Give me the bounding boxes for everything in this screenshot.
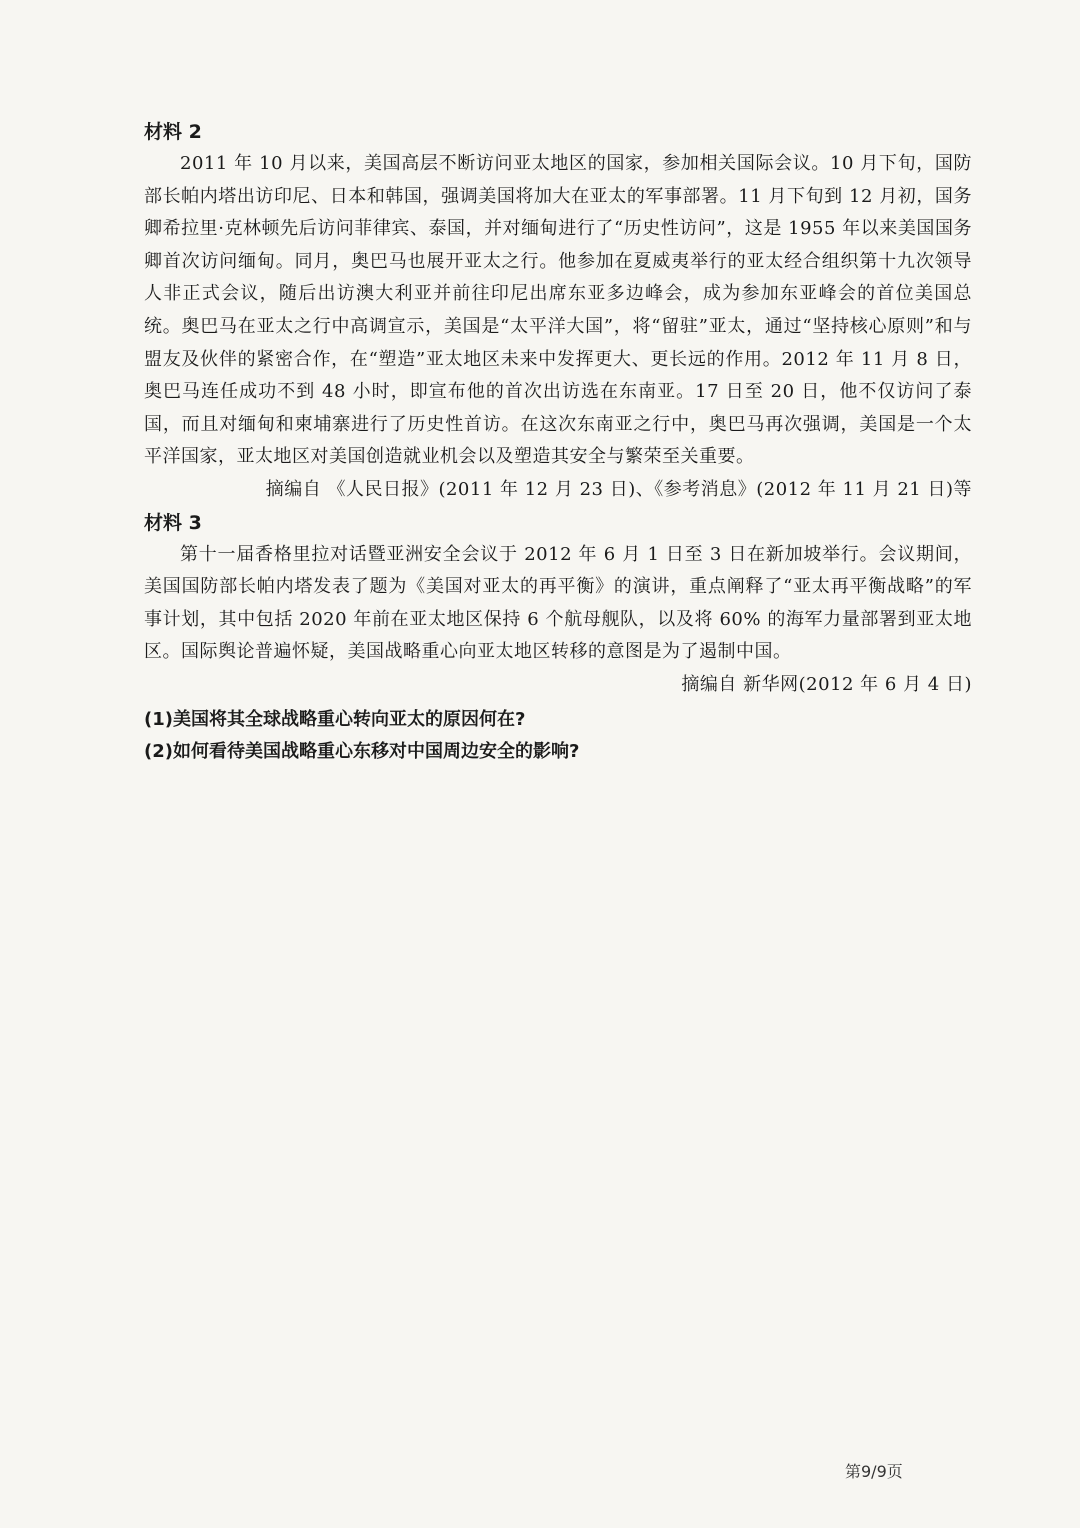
material-3-source: 摘编自 新华网(2012 年 6 月 4 日) xyxy=(681,673,972,695)
material-2-source: 摘编自 《人民日报》(2011 年 12 月 23 日)、《参考消息》(2012 年 11 月 21 日)等 xyxy=(265,478,972,500)
material-2-title: 材料 2 xyxy=(144,121,202,143)
question-1: (1)美国将其全球战略重心转向亚太的原因何在? xyxy=(144,708,526,730)
page-number: 第9/9页 xyxy=(845,1462,903,1481)
question-2: (2)如何看待美国战略重心东移对中国周边安全的影响? xyxy=(144,740,580,762)
material-2-paragraph: 2011 年 10 月以来，美国高层不断访问亚太地区的国家，参加相关国际会议。10 月下旬，国防部长帕内塔出访印尼、日本和韩国，强调美国将加大在亚太的军事部署。11 月下旬到 12 月初，国务卿希拉里·克林顿先后访问菲律宾、泰国，并对缅甸进行了“历史性访问”，这是 1955 年以来美国国务卿首次访问缅甸。同月，奥巴马也展开亚太之行。他参加在夏威夷举行的亚太经合组织第十九次领导人非正式会议，随后出访澳大利亚并前往印尼出席东亚多边峰会，成为参加东亚峰会的首位美国总统。奥巴马在亚太之行中高调宣示，美国是“太平洋大国”，将“留驻”亚太，通过“坚持核心原则”和与盟友及伙伴的紧密合作，在“塑造”亚太地区未来中发挥更大、更长远的作用。2012 年 11 月 8 日，奥巴马连任成功不到 48 小时，即宣布他的首次出访选在东南亚。17 日至 20 日，他不仅访问了泰国，而且对缅甸和柬埔寨进行了历史性首访。在这次东南亚之行中，奥巴马再次强调，美国是一个太平洋国家，亚太地区对美国创造就业机会以及塑造其安全与繁荣至关重要。 xyxy=(144,153,972,468)
material-3-paragraph: 第十一届香格里拉对话暨亚洲安全会议于 2012 年 6 月 1 日至 3 日在新加坡举行。会议期间，美国国防部长帕内塔发表了题为《美国对亚太的再平衡》的演讲，重点阐释了“亚太再平衡战略”的军事计划，其中包括 2020 年前在亚太地区保持 6 个航母舰队，以及将 60% 的海军力量部署到亚太地区。国际舆论普遍怀疑，美国战略重心向亚太地区转移的意图是为了遏制中国。 xyxy=(144,543,972,663)
document-content xyxy=(144,116,972,768)
material-3-title: 材料 3 xyxy=(144,511,202,534)
